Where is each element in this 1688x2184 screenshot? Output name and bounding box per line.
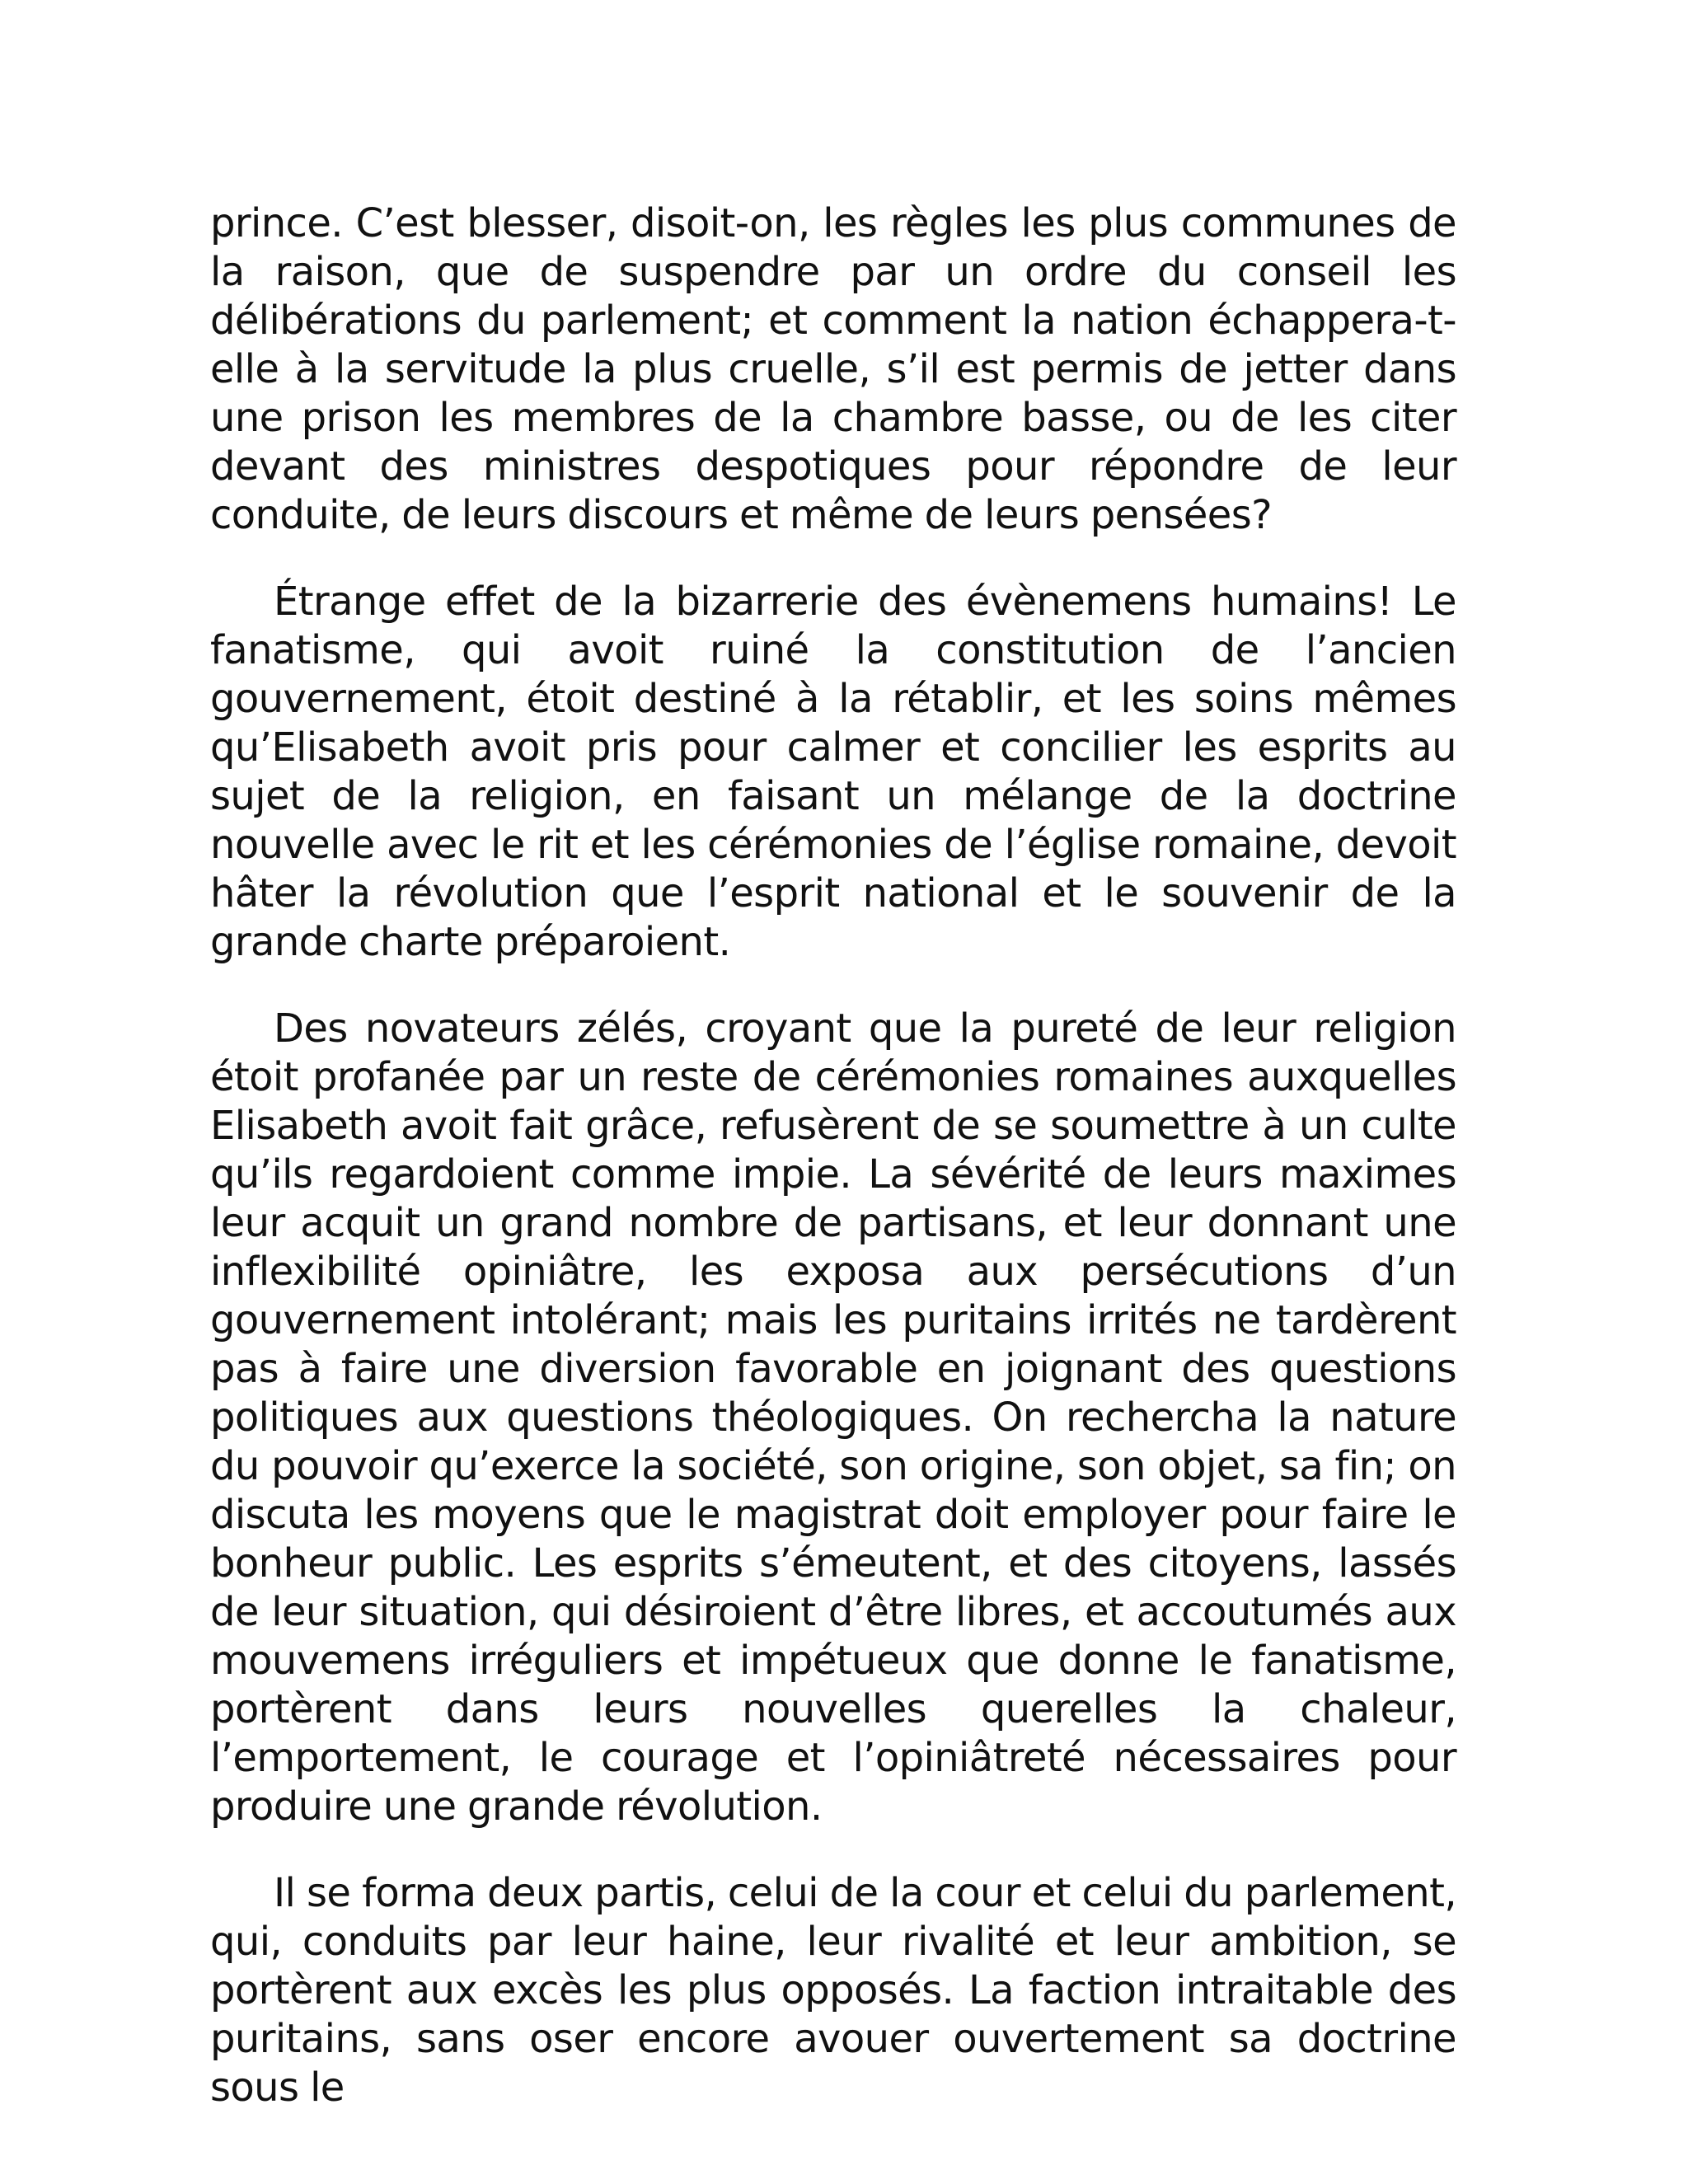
paragraph-4: Il se forma deux partis, celui de la cour et celui du parlement, qui, conduits par leur haine, leur rivalité et leur ambition, se portèrent aux excès les plus opposés. La faction intraitable des puritains, sans oser encore avouer ouvertement sa doctrine sous le <box>210 1870 1456 2111</box>
paragraph-2: Étrange effet de la bizarrerie des évènemens humains! Le fanatisme, qui avoit ruiné la constitution de l’ancien gouvernement, étoit destiné à la rétablir, et les soins mêmes qu’Elisabeth avoit pris pour calmer et concilier les esprits au sujet de la religion, en faisant un mélange de la doctrine nouvelle avec le rit et les cérémonies de l’église romaine, devoit hâter la révolution que l’esprit national et le souvenir de la grande charte préparoient. <box>210 579 1456 965</box>
paragraph-1: prince. C’est blesser, disoit-on, les règles les plus communes de la raison, que de suspendre par un ordre du conseil les délibérations du parlement; et comment la nation échappera-t-elle à la servitude la plus cruelle, s’il est permis de jetter dans une prison les membres de la chambre basse, ou de les citer devant des ministres despotiques pour répondre de leur conduite, de leurs discours et même de leurs pensées? <box>210 200 1456 538</box>
document-page <box>210 199 1456 2112</box>
paragraph-3: Des novateurs zélés, croyant que la pureté de leur religion étoit profanée par un reste de cérémonies romaines auxquelles Elisabeth avoit fait grâce, refusèrent de se soumettre à un culte qu’ils regardoient comme impie. La sévérité de leurs maximes leur acquit un grand nombre de partisans, et leur donnant une inflexibilité opiniâtre, les exposa aux persécutions d’un gouvernement intolérant; mais les puritains irrités ne tardèrent pas à faire une diversion favorable en joignant des questions politiques aux questions théologiques. On rechercha la nature du pouvoir qu’exerce la société, son origine, son objet, sa fin; on discuta les moyens que le magistrat doit employer pour faire le bonheur public. Les esprits s’émeutent, et des citoyens, lassés de leur situation, qui désiroient d’être libres, et accoutumés aux mouvemens irréguliers et impétueux que donne le fanatisme, portèrent dans leurs nouvelles querelles la chaleur, l’emportement, le courage et l’opiniâtreté nécessaires pour produire une grande révolution. <box>210 1005 1456 1830</box>
